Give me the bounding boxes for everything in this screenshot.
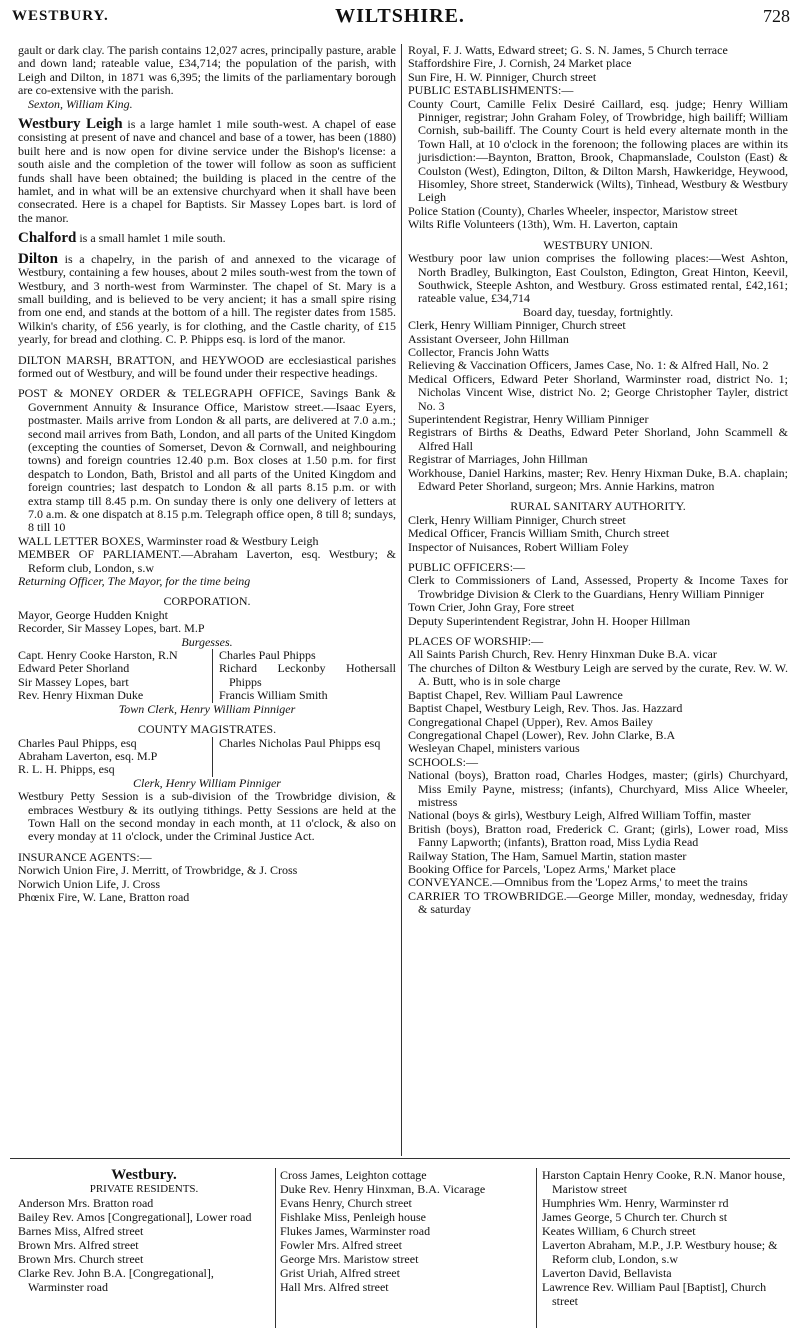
school-entry: British (boys), Bratton road, Frederick C. Grant; (girls), Lower road, Miss Fanny Lapworth; (infants), Bratton road, Miss Lydia Read	[408, 821, 788, 850]
insurance-list-continued	[408, 44, 788, 84]
sanitary-officer-entry: Clerk, Henry William Pinniger, Church street	[408, 512, 626, 527]
resident-entry: Laverton Abraham, M.P., J.P. Westbury house; & Reform club, London, s.w	[542, 1238, 778, 1266]
insurance-agent-entry: Phœnix Fire, W. Lane, Bratton road	[18, 889, 190, 904]
resident-entry: Brown Mrs. Church street	[18, 1252, 144, 1266]
resident-entry: George Mrs. Maristow street	[280, 1252, 419, 1266]
magistrates-list	[18, 737, 396, 777]
sanitary-officer-entry: Medical Officer, Francis William Smith, Church street	[408, 526, 670, 541]
magistrates-heading: COUNTY MAGISTRATES.	[137, 722, 277, 737]
union-officer-entry: Superintendent Registrar, Henry William Pinniger	[408, 411, 649, 426]
resident-entry: Clarke Rev. John B.A. [Congregational], Warminster road	[18, 1266, 214, 1294]
railway-station-entry: Railway Station, The Ham, Samuel Martin, station master	[408, 848, 687, 863]
public-officers-heading: PUBLIC OFFICERS:—	[408, 560, 526, 575]
magistrate-entry: R. L. H. Phipps, esq	[18, 762, 115, 777]
union-officer-entry: Assistant Overseer, John Hillman	[408, 331, 569, 346]
sanitary-heading: RURAL SANITARY AUTHORITY.	[510, 499, 686, 514]
chalford-entry	[18, 232, 396, 245]
place-of-worship-entry: Wesleyan Chapel, ministers various	[408, 741, 580, 756]
resident-entry: Humphries Wm. Henry, Warminster rd	[542, 1196, 729, 1210]
parish-description: gault or dark clay. The parish contains 12,027 acres, principally pasture, arable and down land; rateable value, £34,714; the population of the parish, with Leigh and Dilton, in 1871 was 6,395; the limits of the parliamentary borough are co-extensive with the parish.	[18, 43, 396, 98]
rifle-volunteers-entry: Wilts Rifle Volunteers (13th), Wm. H. Laverton, captain	[408, 217, 678, 232]
resident-entry: Laverton David, Bellavista	[542, 1266, 672, 1280]
burgess-entry: Capt. Henry Cooke Harston, R.N	[18, 648, 178, 663]
burgess-entry: Sir Massey Lopes, bart	[18, 674, 129, 689]
magistrate-entry: Charles Nicholas Paul Phipps esq	[219, 735, 381, 750]
dilton-text: is a chapelry, in the parish of and annexed to the vicarage of Westbury, containing a few houses, about 2 miles south-west from the town of Westbury, and 3 north-west from Warminster. The chapel of St. Mary is a small building, and is believed to be very ancient; it has a small spire rising from one end, and stands at the bottom of a hill. The register dates from 1585. Wilkin's charity, of £56 yearly, is for clothing, and the Castle charity, of £15 yearly, for bread and clothing. C. P. Phipps esq. is lord of the manor.	[18, 251, 396, 347]
resident-entry: Fowler Mrs. Alfred street	[280, 1238, 402, 1252]
insurance-list	[18, 864, 396, 904]
dilton-entry	[18, 250, 396, 347]
recorder-entry: Recorder, Sir Massey Lopes, bart. M.P	[18, 621, 205, 636]
running-head-county: WILTSHIRE.	[335, 5, 465, 27]
resident-entry: Grist Uriah, Alfred street	[280, 1266, 400, 1280]
resident-entry: James George, 5 Church ter. Church st	[542, 1210, 728, 1224]
resident-entry: Cross James, Leighton cottage	[280, 1168, 427, 1182]
resident-entry: Brown Mrs. Alfred street	[18, 1238, 139, 1252]
sanitary-officer-entry: Inspector of Nuisances, Robert William Foley	[408, 539, 629, 554]
burgess-entry: Richard Leckonby Hothersall Phipps	[219, 661, 396, 689]
directory-col-1	[18, 1168, 270, 1294]
union-officer-entry: Relieving & Vaccination Officers, James Case, No. 1: & Alfred Hall, No. 2	[408, 358, 769, 373]
magistrates-col-b	[213, 737, 396, 777]
resident-entry: Lawrence Rev. William Paul [Baptist], Church street	[542, 1280, 767, 1308]
burgesses-col-a	[18, 649, 213, 703]
resident-entry: Harston Captain Henry Cooke, R.N. Manor house, Maristow street	[542, 1168, 786, 1196]
places-of-worship-list	[408, 648, 788, 755]
resident-entry: Evans Henry, Church street	[280, 1196, 412, 1210]
place-of-worship-entry: The churches of Dilton & Westbury Leigh are served by the curate, Rev. W. W. A. Butt, who is in sole charge	[408, 660, 788, 689]
union-officers-list	[408, 319, 788, 493]
schools-heading: SCHOOLS:—	[408, 754, 479, 769]
burgesses-col-b	[213, 649, 396, 703]
public-officer-entry: Town Crier, John Gray, Fore street	[408, 600, 575, 615]
westbury-leigh-text: is a large hamlet 1 mile south-west. A chapel of ease consisting at present of nave and chancel and base of a tower, has been (1880) built here and is now open for divine service under the Bishop's license: a south aisle and the completion of the tower will follow as soon as sufficient funds shall have been obtained; the building is placed in the centre of the hamlet, and in what will be an extensive churchyard when it shall have been consecrated. Here is a chapel for Baptists. Sir Massey Lopes bart. is lord of the manor.	[18, 117, 396, 225]
place-of-worship-entry: Congregational Chapel (Lower), Rev. John Clarke, B.A	[408, 727, 676, 742]
directory-subtitle: PRIVATE RESIDENTS.	[89, 1183, 199, 1195]
conveyance-entry: CONVEYANCE.—Omnibus from the 'Lopez Arms,' to meet the trains	[408, 875, 748, 890]
burgess-entry: Rev. Henry Hixman Duke	[18, 688, 144, 703]
insurance-agent-entry: Royal, F. J. Watts, Edward street; G. S. N. James, 5 Church terrace	[408, 43, 728, 57]
directory-col-3-list	[542, 1168, 792, 1308]
booking-office-entry: Booking Office for Parcels, 'Lopez Arms,' Market place	[408, 861, 676, 876]
union-description: Westbury poor law union comprises the following places:—West Ashton, North Bradley, Bulkington, East Coulston, Edington, Great Hinton, Keevil, Southwick, Steeple Ashton, and Westbury. Gross estimated rental, £42,161; rateable value, £34,714	[408, 251, 788, 306]
insurance-agent-entry: Sun Fire, H. W. Pinniger, Church street	[408, 69, 597, 84]
page-header	[0, 0, 800, 40]
directory-col-3	[542, 1168, 792, 1308]
sanitary-list	[408, 514, 788, 554]
police-station-entry: Police Station (County), Charles Wheeler, inspector, Maristow street	[408, 203, 738, 218]
board-day: Board day, tuesday, fortnightly.	[522, 304, 674, 319]
insurance-agent-entry: Staffordshire Fire, J. Cornish, 24 Market place	[408, 56, 632, 71]
place-of-worship-entry: All Saints Parish Church, Rev. Henry Hinxman Duke B.A. vicar	[408, 647, 717, 662]
burgesses-list	[18, 649, 396, 703]
place-of-worship-entry: Baptist Chapel, Rev. William Paul Lawrence	[408, 687, 623, 702]
resident-entry: Anderson Mrs. Bratton road	[18, 1196, 154, 1210]
petty-session-entry: Westbury Petty Session is a sub-division of the Trowbridge division, & embraces Westbury & its outlying tithings. Petty Sessions are held at the Town Hall on the second monday in each month, at 11 o'clock, & also on every monday at 11 o'clock, under the Criminal Justice Act.	[18, 789, 396, 844]
union-officer-entry: Medical Officers, Edward Peter Shorland, Warminster road, district No. 1; Nicholas Vincent Wise, district No. 2; George Christopher Tayler, district No. 3	[408, 371, 788, 413]
mayor-entry: Mayor, George Hudden Knight	[18, 607, 168, 622]
union-officer-entry: Clerk, Henry William Pinniger, Church street	[408, 318, 626, 333]
resident-entry: Flukes James, Warminster road	[280, 1224, 431, 1238]
public-officers-list	[408, 574, 788, 628]
chalford-text: is a small hamlet 1 mile south.	[76, 231, 226, 246]
westbury-leigh-heading: Westbury Leigh	[18, 116, 123, 133]
union-officer-entry: Workhouse, Daniel Harkins, master; Rev. Henry Hixman Duke, B.A. chaplain; Edward Peter Shorland, surgeon; Mrs. Annie Harkins, matron	[408, 465, 788, 493]
public-officer-entry: Clerk to Commissioners of Land, Assessed, Property & Income Taxes for Trowbridge Division & Clerk to the Guardians, Henry William Pinniger	[408, 573, 788, 601]
insurance-agent-entry: Norwich Union Life, J. Cross	[18, 876, 160, 891]
directory-col-2	[280, 1168, 532, 1294]
member-of-parliament: MEMBER OF PARLIAMENT.—Abraham Laverton, esq. Westbury; & Reform club, London, s.w	[18, 547, 396, 575]
burgess-entry: Francis William Smith	[219, 688, 328, 703]
running-head-left: WESTBURY.	[12, 8, 109, 24]
directory-col-2-list	[280, 1168, 532, 1294]
directory-divider	[10, 1158, 790, 1159]
post-office-entry: POST & MONEY ORDER & TELEGRAPH OFFICE, Savings Bank & Government Annuity & Insurance Office, Maristow street.—Isaac Eyers, postmaster. Mails arrive from London & all parts, are delivered at 7.0 a.m.; second mail arrives from Bath, London, and all parts of the United Kingdom (excepting the counties of Somerset, Devon & Cornwall, and neighbouring towns) and foreign countries 12.40 p.m. Box closes at 1.50 p.m. for first despatch to London, Bath, Bristol and all parts of the United Kingdom and foreign countries; last despatch to London & all parts 8.15 p.m. or with extra stamp till 8.45 p.m. On sunday there is only one delivery of letters at 7.0 a.m. & one dispatch at 8.15 p.m. Telegraph office open, 8 till 8; sundays, 8 till 10	[18, 386, 396, 535]
returning-officer: Returning Officer, The Mayor, for the time being	[18, 574, 251, 589]
westbury-union-heading: WESTBURY UNION.	[543, 237, 653, 252]
wall-letter-boxes: WALL LETTER BOXES, Warminster road & Westbury Leigh	[18, 533, 319, 548]
directory-title: Westbury.	[111, 1167, 177, 1183]
resident-entry: Bailey Rev. Amos [Congregational], Lower road	[18, 1210, 252, 1224]
magistrates-clerk: Clerk, Henry William Pinniger	[133, 775, 281, 790]
county-court-entry: County Court, Camille Felix Desiré Caillard, esq. judge; Henry William Pinniger, registrar; John Graham Foley, of Trowbridge, high bailiff; William Cornish, sub-bailiff. The County Court is held every alternate month in the Town Hall, at 10 o'clock in the forenoon; the following places are within its jurisdiction:—Baynton, Bratton, Brook, Chapmanslade, Coulston (East) & Coulston (West), Edington, Dilton, & Dilton Marsh, Hawkeridge, Heywood, Hisomley, Shore street, Standerwick (Wilts), Tinhead, Westbury & Westbury Leigh	[408, 96, 788, 205]
burgesses-heading: Burgesses.	[181, 634, 233, 649]
directory-col-1-list	[18, 1196, 270, 1294]
places-of-worship-heading: PLACES OF WORSHIP:—	[408, 634, 544, 649]
corporation-heading: CORPORATION.	[163, 594, 251, 609]
insurance-heading: INSURANCE AGENTS:—	[18, 849, 152, 864]
public-officer-entry: Deputy Superintendent Registrar, John H. Hooper Hillman	[408, 613, 691, 628]
column-divider	[401, 44, 402, 1156]
town-clerk: Town Clerk, Henry William Pinniger	[118, 701, 296, 716]
schools-list	[408, 769, 788, 849]
burgess-entry: Charles Paul Phipps	[219, 648, 316, 663]
magistrates-col-a	[18, 737, 213, 777]
chalford-heading: Chalford	[18, 230, 77, 247]
resident-entry: Barnes Miss, Alfred street	[18, 1224, 144, 1238]
resident-entry: Hall Mrs. Alfred street	[280, 1280, 389, 1294]
union-officer-entry: Registrar of Marriages, John Hillman	[408, 452, 588, 467]
insurance-agent-entry: Norwich Union Fire, J. Merritt, of Trowbridge, & J. Cross	[18, 863, 298, 878]
directory-col-divider-2	[536, 1168, 537, 1328]
public-establishments-heading: PUBLIC ESTABLISHMENTS:—	[408, 83, 574, 98]
resident-entry: Duke Rev. Henry Hinxman, B.A. Vicarage	[280, 1182, 486, 1196]
magistrate-entry: Abraham Laverton, esq. M.P	[18, 748, 158, 763]
right-column	[408, 44, 788, 917]
dilton-heading: Dilton	[18, 250, 59, 267]
burgess-entry: Edward Peter Shorland	[18, 661, 130, 676]
page-number: 728	[763, 6, 790, 26]
carrier-entry: CARRIER TO TROWBRIDGE.—George Miller, monday, wednesday, friday & saturday	[408, 888, 788, 917]
place-of-worship-entry: Congregational Chapel (Upper), Rev. Amos Bailey	[408, 714, 653, 729]
magistrate-entry: Charles Paul Phipps, esq	[18, 735, 137, 750]
school-entry: National (boys), Bratton road, Charles Hodges, master; (girls) Churchyard, Miss Emily Payne, mistress; (infants), Churchyard, Miss Alice Wheeler, mistress	[408, 768, 788, 809]
place-of-worship-entry: Baptist Chapel, Westbury Leigh, Rev. Thos. Jas. Hazzard	[408, 701, 683, 716]
school-entry: National (boys & girls), Westbury Leigh, Alfred William Toffin, master	[408, 808, 751, 823]
resident-entry: Keates William, 6 Church street	[542, 1224, 696, 1238]
sexton-entry: Sexton, William King.	[28, 96, 133, 111]
westbury-leigh-entry	[18, 118, 396, 225]
directory-col-divider-1	[275, 1168, 276, 1328]
union-officer-entry: Registrars of Births & Deaths, Edward Peter Shorland, John Scammell & Alfred Hall	[408, 425, 788, 453]
resident-entry: Fishlake Miss, Penleigh house	[280, 1210, 426, 1224]
left-column	[18, 44, 396, 904]
dilton-marsh-entry: DILTON MARSH, BRATTON, and HEYWOOD are ecclesiastical parishes formed out of Westbury, and will be found under their respective headings.	[18, 352, 396, 380]
union-officer-entry: Collector, Francis John Watts	[408, 344, 549, 359]
